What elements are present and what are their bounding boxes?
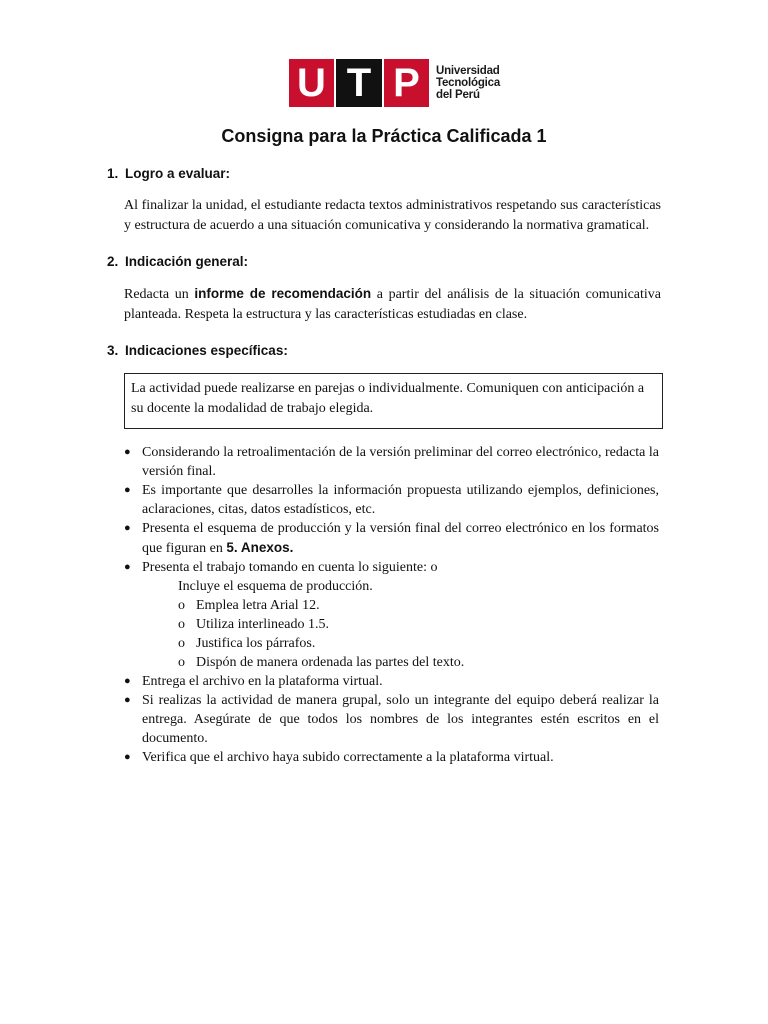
- logo-letter-t: T: [336, 59, 382, 107]
- list-item: [124, 481, 659, 519]
- section-1-heading: [107, 166, 230, 181]
- bullet-icon: ●: [124, 522, 131, 534]
- sublist-lead: Incluye el esquema de producción.: [178, 579, 373, 594]
- section-2-heading: [107, 254, 248, 269]
- bullet-icon: ●: [124, 561, 131, 573]
- sub-bullet-icon: o: [178, 617, 185, 632]
- logo-name-line-3: del Perú: [436, 89, 480, 101]
- logo-letter-u: U: [289, 59, 334, 107]
- annex-reference: 5. Anexos.: [226, 540, 294, 555]
- bullet-icon: ●: [124, 484, 131, 496]
- report-type-emphasis: informe de recomendación: [194, 286, 372, 301]
- bullet-icon: ●: [124, 446, 131, 458]
- sublist-item-text: Dispón de manera ordenada las partes del texto.: [196, 655, 465, 670]
- sub-bullet-icon: o: [178, 655, 185, 670]
- sublist-item-text: Emplea letra Arial 12.: [196, 598, 320, 613]
- section-2-text: [124, 284, 661, 325]
- sublist-item: [142, 634, 659, 653]
- instructions-list: [124, 443, 659, 767]
- list-item: [124, 672, 659, 691]
- sub-bullet-icon: o: [178, 598, 185, 613]
- list-item-text: Si realizas la actividad de manera grupal, solo un integrante del equipo deberá realizar la entrega. Asegúrate de que todos los nombres de los integrantes estén escritos en el documento.: [142, 693, 659, 746]
- page-title: Consigna para la Práctica Calificada 1: [221, 126, 547, 146]
- section-2-title: Indicación general:: [125, 254, 249, 269]
- list-item: [124, 691, 659, 748]
- list-item: [124, 443, 659, 481]
- list-item-text: Es importante que desarrolles la información propuesta utilizando ejemplos, definiciones, aclaraciones, citas, datos estadísticos, etc.: [142, 483, 659, 517]
- sublist-item-text: Utiliza interlineado 1.5.: [196, 617, 329, 632]
- list-item-text: Presenta el trabajo tomando en cuenta lo siguiente: o: [142, 560, 438, 575]
- section-1-text: Al finalizar la unidad, el estudiante redacta textos administrativos respetando sus características y estructura de acuerdo a una situación comunicativa y considerando la normativa gramatical.: [124, 198, 661, 233]
- bullet-icon: ●: [124, 751, 131, 763]
- bullet-icon: ●: [124, 694, 131, 706]
- sublist-item: [142, 653, 659, 672]
- list-item-text: Presenta el esquema de producción y la versión final del correo electrónico en los formatos que figuran en: [142, 521, 659, 556]
- list-item: [124, 519, 659, 558]
- logo-name-line-2: Tecnológica: [436, 77, 501, 89]
- activity-note-box: La actividad puede realizarse en parejas o individualmente. Comuniquen con anticipación a su docente la modalidad de trabajo elegida.: [124, 373, 663, 429]
- sublist-item: [142, 596, 659, 615]
- section-1-number: 1.: [107, 166, 119, 181]
- section-2-text-end: a partir del análisis de la situación comunicativa planteada. Respeta la estructura y las características estudiadas en clase.: [124, 287, 661, 322]
- sublist-item: [142, 615, 659, 634]
- list-item-text: Considerando la retroalimentación de la versión preliminar del correo electrónico, redacta la versión final.: [142, 445, 659, 479]
- section-3-title: Indicaciones específicas:: [125, 343, 288, 358]
- list-item-text: Entrega el archivo en la plataforma virtual.: [142, 674, 383, 689]
- section-3-number: 3.: [107, 343, 119, 358]
- logo-university-name: [436, 59, 500, 107]
- section-2-text-start: Redacta un: [124, 287, 195, 302]
- logo-name-line-1: Universidad: [436, 65, 500, 77]
- format-sublist: [142, 577, 659, 672]
- section-3-heading: [107, 343, 288, 358]
- sub-bullet-icon: o: [178, 636, 185, 651]
- utp-logo: [289, 59, 500, 107]
- sublist-item-text: Justifica los párrafos.: [196, 636, 316, 651]
- logo-letter-p: P: [384, 59, 429, 107]
- section-1-title: Logro a evaluar:: [125, 166, 231, 181]
- list-item-text: Verifica que el archivo haya subido correctamente a la plataforma virtual.: [142, 750, 554, 765]
- list-item: [124, 748, 659, 767]
- bullet-icon: ●: [124, 675, 131, 687]
- section-2-number: 2.: [107, 254, 119, 269]
- list-item: [124, 558, 659, 672]
